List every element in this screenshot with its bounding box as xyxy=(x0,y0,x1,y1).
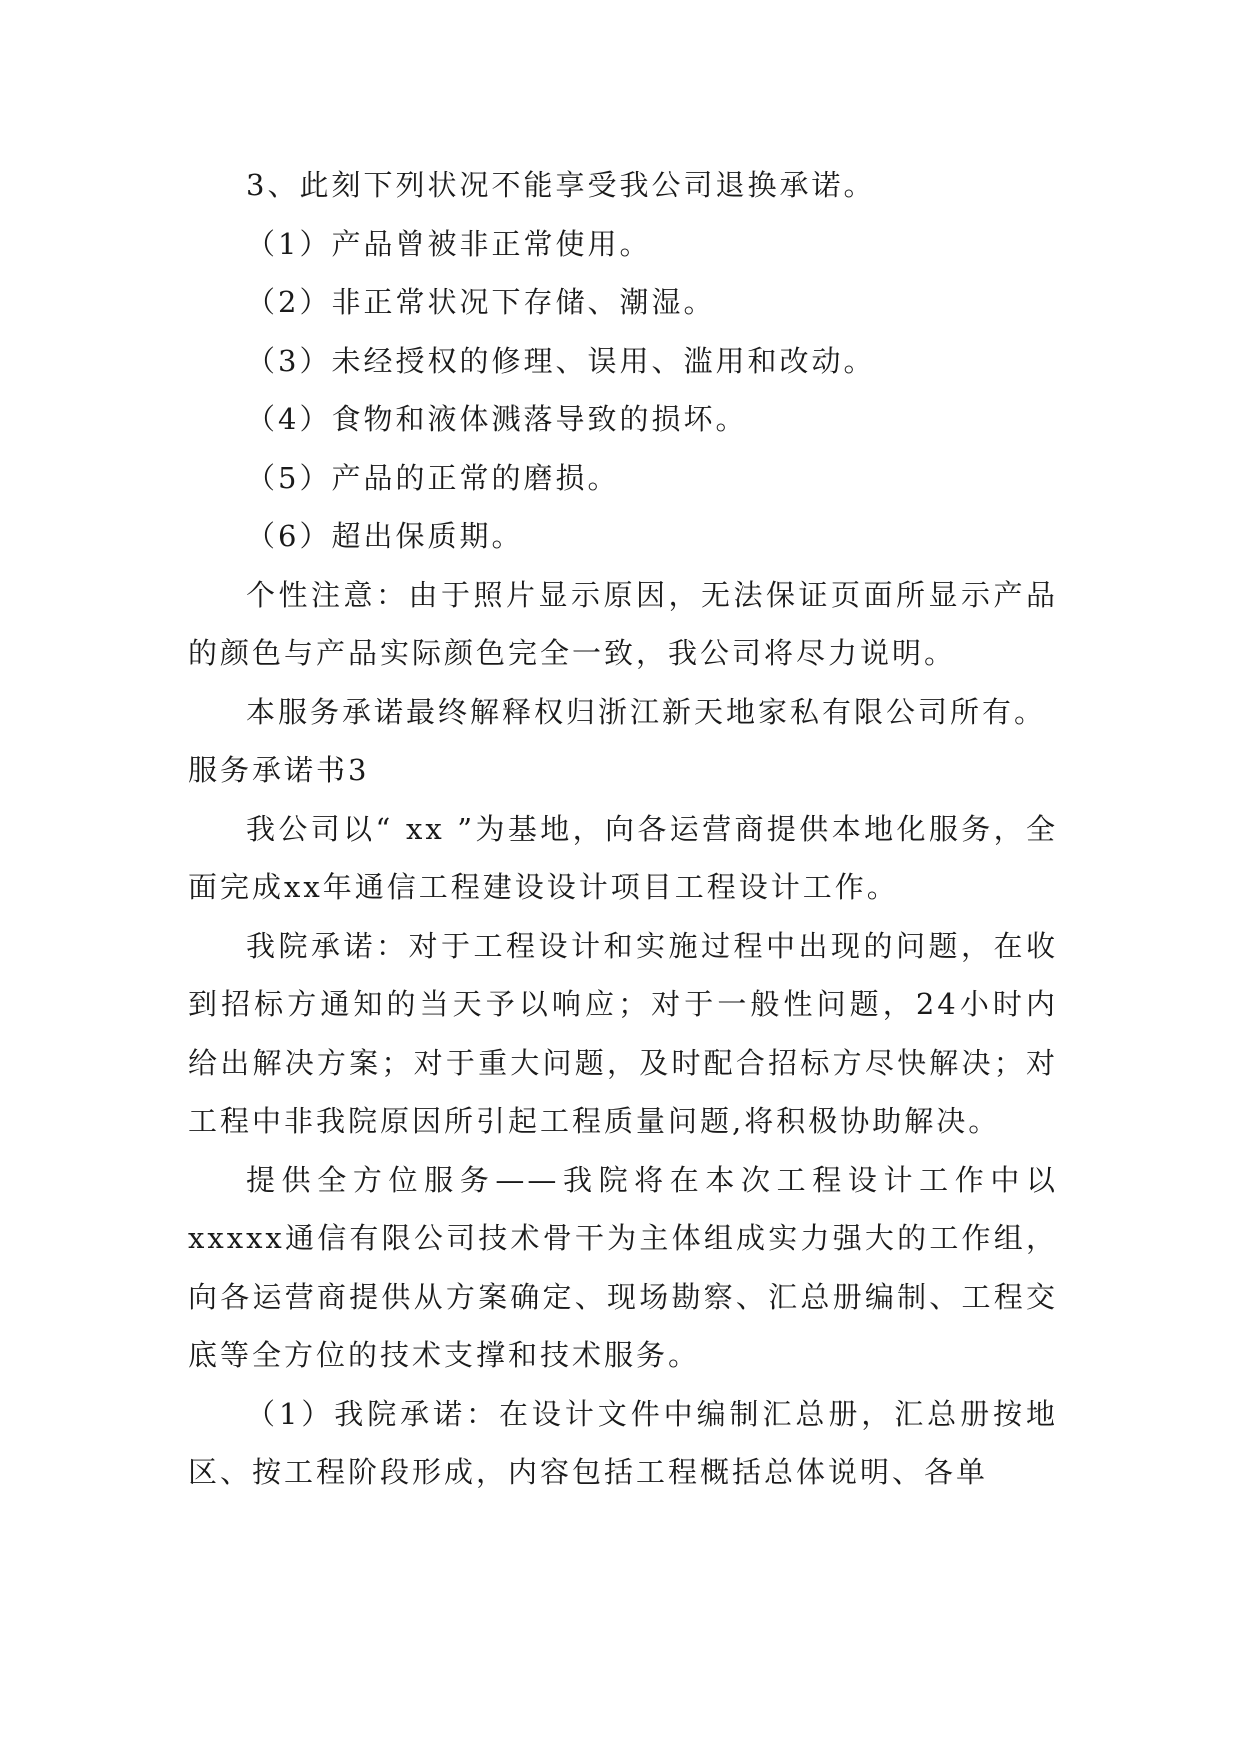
paragraph-color-notice: 个性注意：由于照片显示原因，无法保证页面所显示产品的颜色与产品实际颜色完全一致，我公司将尽力说明。 xyxy=(188,577,1058,670)
section-heading: 服务承诺书3 xyxy=(188,753,370,787)
paragraph-interpretation-rights: 本服务承诺最终解释权归浙江新天地家私有限公司所有。 xyxy=(246,694,1047,729)
paragraph-full-service: 提供全方位服务——我院将在本次工程设计工作中以xxxxx通信有限公司技术骨干为主体组成实力强大的工作组，向各运营商提供从方案确定、现场勘察、汇总册编制、工程交底等全方位的技术支撑和技术服务。 xyxy=(188,1162,1058,1372)
paragraph-response-commitment: 我院承诺：对于工程设计和实施过程中出现的问题，在收到招标方通知的当天予以响应；对于一般性问题，24小时内给出解决方案；对于重大问题，及时配合招标方尽快解决；对工程中非我院原因所引起工程质量问题,将积极协助解决。 xyxy=(188,928,1058,1138)
paragraph-exclusions-intro: 3、此刻下列状况不能享受我公司退换承诺。 xyxy=(246,168,876,202)
paragraph-base-service: 我公司以“ xx ”为基地，向各运营商提供本地化服务，全面完成xx年通信工程建设设计项目工程设计工作。 xyxy=(188,811,1058,904)
paragraph-exclusion-3: （3）未经授权的修理、误用、滥用和改动。 xyxy=(246,343,876,378)
paragraph-exclusion-1: （1）产品曾被非正常使用。 xyxy=(246,226,652,261)
paragraph-summary-volume: （1）我院承诺：在设计文件中编制汇总册，汇总册按地区、按工程阶段形成，内容包括工程概括总体说明、各单 xyxy=(188,1396,1058,1489)
paragraph-exclusion-2: （2）非正常状况下存储、潮湿。 xyxy=(246,285,716,319)
paragraph-exclusion-5: （5）产品的正常的磨损。 xyxy=(246,460,620,495)
paragraph-exclusion-4: （4）食物和液体溅落导致的损坏。 xyxy=(246,402,748,436)
paragraph-exclusion-6: （6）超出保质期。 xyxy=(246,519,524,553)
document-body xyxy=(188,156,1058,1502)
